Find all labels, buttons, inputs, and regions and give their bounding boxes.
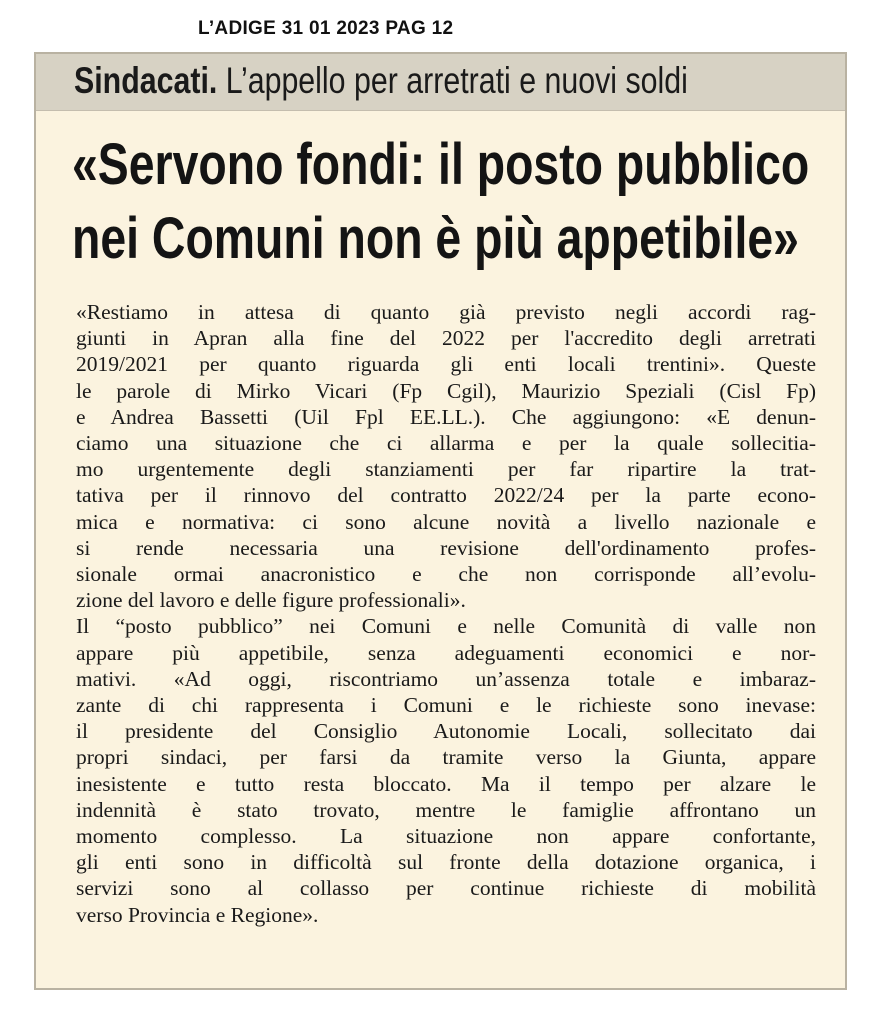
body-line: Il “posto pubblico” nei Comuni e nelle Comunità di valle non	[76, 614, 816, 639]
kicker-label: Sindacati.	[74, 60, 218, 101]
body-line: e Andrea Bassetti (Uil Fpl EE.LL.). Che aggiungono: «E denun-	[76, 404, 816, 429]
body-line: servizi sono al collasso per continue richieste di mobilità	[76, 876, 816, 901]
body-line: momento complesso. La situazione non appare confortante,	[76, 824, 816, 849]
body-line: giunti in Apran alla fine del 2022 per l'accredito degli arretrati	[76, 326, 816, 351]
newspaper-clipping	[34, 52, 847, 990]
body-line: le parole di Mirko Vicari (Fp Cgil), Maurizio Speziali (Cisl Fp)	[76, 378, 816, 403]
body-line: gli enti sono in difficoltà sul fronte della dotazione organica, i	[76, 850, 816, 875]
source-line: L’ADIGE 31 01 2023 PAG 12	[198, 18, 454, 39]
body-line: verso Provincia e Regione».	[76, 902, 319, 927]
headline	[72, 128, 809, 276]
body-line: ciamo una situazione che ci allarma e per la quale sollecitia-	[76, 431, 816, 456]
body-line: «Restiamo in attesa di quanto già previsto negli accordi rag-	[76, 300, 816, 324]
body-line: mica e normativa: ci sono alcune novità a livello nazionale e	[76, 509, 816, 534]
body-line: zante di chi rappresenta i Comuni e le richieste sono inevase:	[76, 693, 816, 718]
body-line: il presidente del Consiglio Autonomie Locali, sollecitato dai	[76, 719, 816, 744]
kicker-bar	[36, 54, 845, 111]
headline-line-1: «Servono fondi: il posto pubblico	[72, 132, 810, 197]
body-line: si rende necessaria una revisione dell'ordinamento profes-	[76, 535, 816, 560]
body-line: tativa per il rinnovo del contratto 2022/24 per la parte econo-	[76, 483, 816, 508]
body-line: sionale ormai anacronistico e che non corrisponde all’evolu-	[76, 562, 816, 587]
body-line: 2019/2021 per quanto riguarda gli enti locali trentini». Queste	[76, 352, 816, 377]
body-line: propri sindaci, per farsi da tramite verso la Giunta, appare	[76, 745, 816, 770]
kicker-text: L’appello per arretrati e nuovi soldi	[225, 60, 688, 101]
article-body	[76, 299, 816, 928]
body-line: mativi. «Ad oggi, riscontriamo un’assenza totale e imbaraz-	[76, 666, 816, 691]
body-line: zione del lavoro e delle figure professionali».	[76, 588, 466, 613]
kicker	[74, 58, 688, 104]
body-line: inesistente e tutto resta bloccato. Ma il tempo per alzare le	[76, 771, 816, 796]
body-line: appare più appetibile, senza adeguamenti economici e nor-	[76, 640, 816, 665]
body-line: mo urgentemente degli stanziamenti per far ripartire la trat-	[76, 457, 816, 482]
body-line: indennità è stato trovato, mentre le famiglie affrontano un	[76, 797, 816, 822]
headline-line-2: nei Comuni non è più appetibile»	[72, 206, 799, 271]
